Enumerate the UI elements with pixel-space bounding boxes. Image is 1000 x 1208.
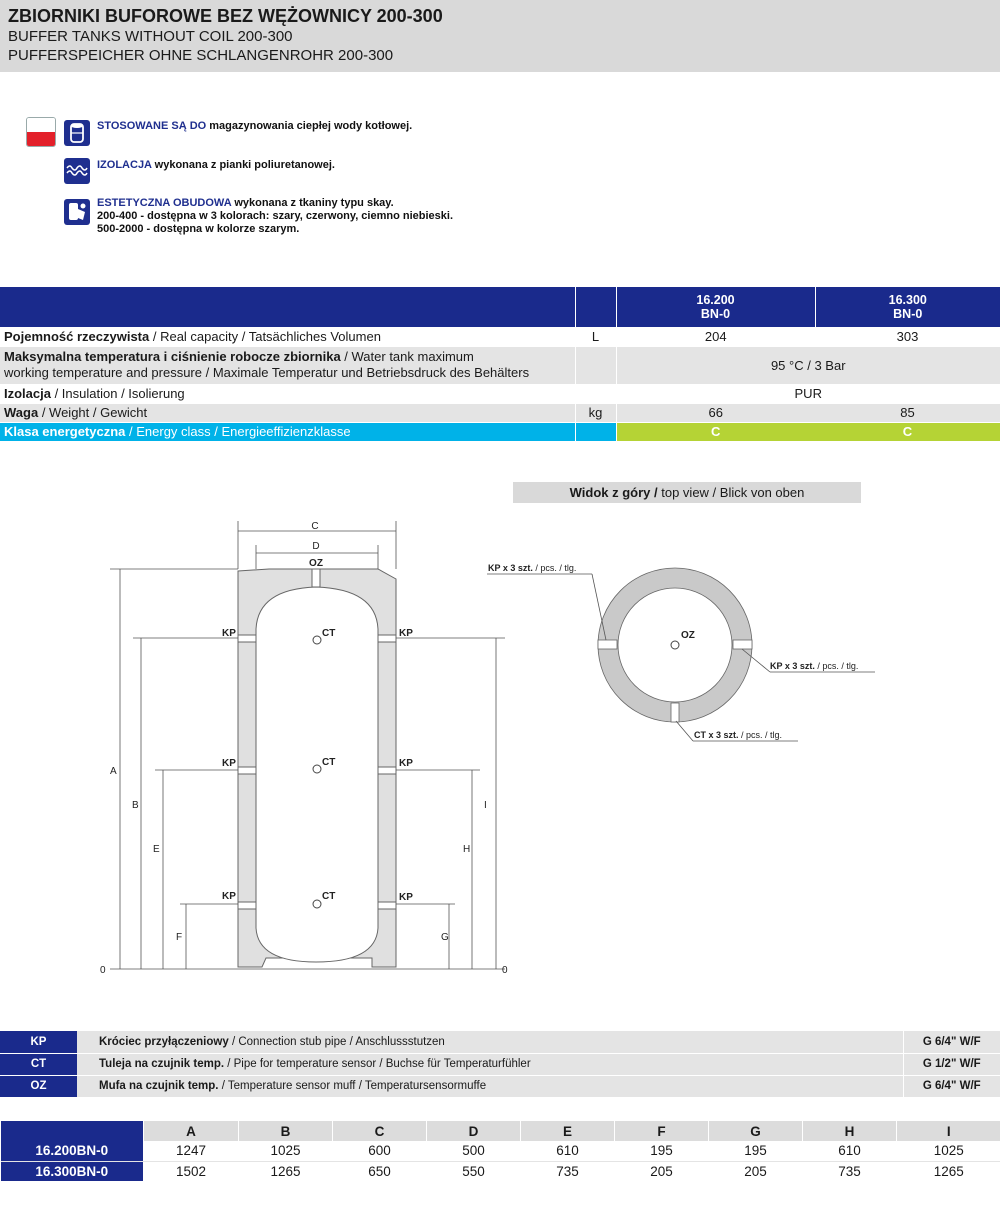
dim-value: 1247 (144, 1141, 239, 1161)
spec-value-merged: PUR (616, 384, 1000, 403)
connection-desc-rest: / Temperature sensor muff / Temperatursensormuffe (218, 1080, 487, 1092)
dim-value: 195 (709, 1141, 803, 1161)
dim-model: 16.200BN-0 (1, 1141, 144, 1161)
connection-desc-bold: Mufa na czujnik temp. (99, 1080, 219, 1092)
connection-desc (77, 1075, 903, 1097)
spec-label-bold: Klasa energetyczna (4, 424, 126, 439)
dim-value: 195 (615, 1141, 709, 1161)
dim-value: 650 (333, 1161, 427, 1181)
title-de: PUFFERSPEICHER OHNE SCHLANGENROHR 200-300 (8, 47, 394, 64)
dim-value: 735 (803, 1161, 897, 1181)
dim-value: 610 (521, 1141, 615, 1161)
spec-unit: kg (575, 403, 616, 422)
model-1-line2: BN-0 (700, 306, 731, 321)
dim-header: A (144, 1121, 239, 1141)
title-en: BUFFER TANKS WITHOUT COIL 200-300 (8, 28, 293, 45)
dim-header: G (709, 1121, 803, 1141)
dim-header: C (333, 1121, 427, 1141)
connection-desc-bold: Króciec przyłączeniowy (99, 1035, 229, 1048)
tank-side-view (238, 569, 396, 967)
kp-right-note-rest: / pcs. / tlg. (814, 661, 859, 671)
feature-usage-bold: STOSOWANE SĄ DO (97, 120, 207, 132)
dim-header: B (239, 1121, 333, 1141)
connection-code: CT (0, 1053, 77, 1075)
dim-a-label: A (110, 766, 117, 777)
kp-left-note-bold: KP x 3 szt. (488, 563, 533, 573)
feature-casing-line3: 500-2000 - dostępna w kolorze szarym. (97, 223, 300, 235)
connection-thread: G 6/4" W/F (903, 1031, 1000, 1053)
spec-unit: L (575, 327, 616, 346)
dim-value: 1025 (897, 1141, 1000, 1161)
oz-center-label: OZ (681, 630, 695, 641)
dim-header: H (803, 1121, 897, 1141)
dim-c-label: C (311, 521, 319, 532)
top-view-label-bold: Widok z góry / (569, 485, 658, 500)
dim-header: F (615, 1121, 709, 1141)
model-2-line2: BN-0 (893, 306, 923, 321)
dim-i-label: I (484, 800, 487, 811)
connection-thread: G 1/2" W/F (903, 1053, 1000, 1075)
dim-value: 550 (427, 1161, 521, 1181)
dimensions-table (0, 1121, 1000, 1181)
spec-label-rest: / Weight / Gewicht (38, 405, 148, 420)
spec-label-rest: / Water tank maximum (340, 349, 474, 364)
spec-value-1: 66 (616, 403, 815, 422)
connection-desc-rest: / Connection stub pipe / Anschlussstutzen (228, 1035, 445, 1048)
top-view-label-rest: top view / Blick von oben (657, 485, 805, 500)
kp-left-note-rest: / pcs. / tlg. (532, 563, 577, 573)
dim-header: I (897, 1121, 1000, 1141)
connection-row (0, 1075, 1000, 1097)
feature-insulation-bold: IZOLACJA (97, 159, 152, 171)
ct-note-bold: CT x 3 szt. (694, 730, 739, 740)
ct-label: CT (322, 628, 336, 639)
spec-label-rest: / Energy class / Energieeffizienzklasse (125, 424, 351, 439)
dimensions-header-blank (1, 1121, 144, 1141)
dim-value: 600 (333, 1141, 427, 1161)
connection-desc (77, 1031, 903, 1053)
dim-model: 16.300BN-0 (1, 1161, 144, 1181)
kp-label: KP (222, 628, 236, 639)
dim-f-label: F (176, 932, 183, 943)
connection-desc-rest: / Pipe for temperature sensor / Buchse für Temperaturfühler (224, 1058, 531, 1070)
kp-label: KP (222, 758, 236, 769)
feature-casing-text: wykonana z tkaniny typu skay. (234, 197, 394, 209)
dim-value: 500 (427, 1141, 521, 1161)
energy-class-1: C (616, 422, 815, 441)
dim-value: 1025 (239, 1141, 333, 1161)
kp-label: KP (399, 758, 413, 769)
connections-table (0, 1031, 1000, 1098)
dim-value: 1265 (897, 1161, 1000, 1181)
spec-label-rest: / Real capacity / Tatsächliches Volumen (149, 329, 381, 344)
ct-label: CT (322, 757, 336, 768)
feature-casing-line2: 200-400 - dostępna w 3 kolorach: szary, czerwony, ciemno niebieski. (97, 210, 454, 222)
spec-value-merged: 95 °C / 3 Bar (616, 346, 1000, 384)
connection-desc-bold: Tuleja na czujnik temp. (99, 1058, 225, 1070)
ct-note (694, 730, 782, 740)
connection-row (0, 1031, 1000, 1053)
kp-right-note-bold: KP x 3 szt. (770, 661, 815, 671)
spec-value-2: 85 (815, 403, 1000, 422)
spec-value-2: 303 (815, 327, 1000, 346)
kp-label: KP (399, 628, 413, 639)
tank-top-view (487, 563, 875, 741)
kp-label: KP (222, 891, 236, 902)
connection-row (0, 1053, 1000, 1075)
title-pl: ZBIORNIKI BUFOROWE BEZ WĘŻOWNICY 200-300 (8, 6, 443, 26)
dim-value: 735 (521, 1161, 615, 1181)
spec-label-bold: Pojemność rzeczywista (4, 329, 150, 344)
dimensions-row (1, 1161, 1000, 1181)
feature-usage-text: magazynowania ciepłej wody kotłowej. (209, 120, 413, 132)
spec-label-bold: Waga (4, 405, 39, 420)
spec-label-rest: / Insulation / Isolierung (50, 386, 185, 401)
dim-header: E (521, 1121, 615, 1141)
dimensions-row (1, 1141, 1000, 1161)
dim-value: 1502 (144, 1161, 239, 1181)
dim-value: 610 (803, 1141, 897, 1161)
connection-desc (77, 1053, 903, 1075)
model-2-line1: 16.300 (888, 292, 927, 307)
dim-value: 205 (709, 1161, 803, 1181)
connection-code: KP (0, 1031, 77, 1053)
ct-label: CT (322, 891, 336, 902)
feature-casing-bold: ESTETYCZNA OBUDOWA (97, 197, 232, 209)
kp-right-note (770, 661, 858, 671)
spec-label-bold: Maksymalna temperatura i ciśnienie robocze zbiornika (4, 349, 341, 364)
spec-label-bold: Izolacja (4, 386, 51, 401)
dim-h-label: H (463, 844, 471, 855)
zero-left-label: 0 (100, 965, 106, 976)
connection-code: OZ (0, 1075, 77, 1097)
dim-b-label: B (132, 800, 139, 811)
spec-value-1: 204 (616, 327, 815, 346)
dim-d-label: D (312, 541, 320, 552)
feature-insulation-text: wykonana z pianki poliuretanowej. (154, 159, 335, 171)
dim-value: 205 (615, 1161, 709, 1181)
kp-left-note (488, 563, 576, 573)
connection-thread: G 6/4" W/F (903, 1075, 1000, 1097)
dim-header: D (427, 1121, 521, 1141)
ct-note-rest: / pcs. / tlg. (738, 730, 783, 740)
energy-class-2: C (815, 422, 1000, 441)
spec-label-line2: working temperature and pressure / Maximale Temperatur und Betriebsdruck des Behälters (4, 365, 530, 380)
dim-e-label: E (153, 844, 160, 855)
oz-label: OZ (309, 558, 323, 569)
zero-right-label: 0 (502, 965, 508, 976)
kp-label: KP (399, 892, 413, 903)
model-1-line1: 16.200 (696, 292, 735, 307)
dim-g-label: G (441, 932, 449, 943)
dimensions-header-row (1, 1121, 1000, 1141)
dim-value: 1265 (239, 1161, 333, 1181)
